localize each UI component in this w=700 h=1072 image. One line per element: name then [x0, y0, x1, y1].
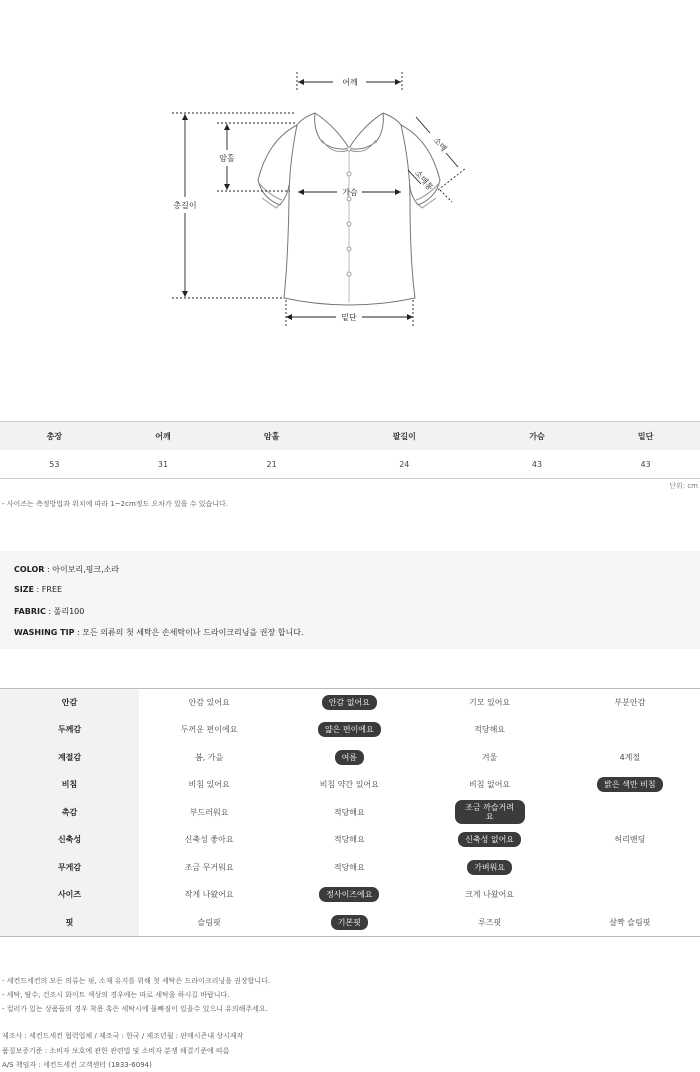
size-value-shoulder: 31	[109, 450, 218, 479]
property-label: 두께감	[0, 716, 139, 744]
property-option-cell	[139, 744, 279, 772]
info-washing-label: WASHING TIP	[14, 628, 75, 637]
property-option: 신축성 좋아요	[184, 835, 234, 845]
property-option-cell	[139, 771, 279, 799]
property-row	[0, 744, 700, 772]
footer-legal: A/S 책임자 : 세컨드세컨 고객센터 (1833-6094)	[2, 1061, 152, 1069]
property-option: 비침 약간 있어요	[319, 780, 379, 790]
property-option-cell	[419, 799, 559, 827]
info-fabric-value: : 폴리100	[45, 607, 85, 616]
footer-legal: 제조사 : 세컨드세컨 협력업체 / 제조국 : 한국 / 제조년월 : 판매시즌내 상시제작	[2, 1032, 244, 1040]
property-label: 신축성	[0, 826, 139, 854]
garment-diagram	[0, 0, 700, 410]
property-option-selected: 밝은 색만 비침	[597, 777, 662, 792]
property-option-cell	[419, 771, 559, 799]
property-label: 사이즈	[0, 881, 139, 909]
property-option: 부드러워요	[189, 807, 229, 817]
property-option-selected: 가벼워요	[467, 860, 512, 875]
size-table-row	[0, 450, 700, 479]
property-option-selected: 기본핏	[331, 915, 368, 930]
property-option: 적당해요	[474, 725, 506, 735]
property-row	[0, 799, 700, 827]
info-size-value: : FREE	[34, 585, 63, 594]
property-option-selected: 신축성 없어요	[458, 832, 521, 847]
property-option-cell	[279, 881, 419, 909]
size-table-header	[0, 422, 700, 451]
property-option: 살짝 슬림핏	[609, 917, 651, 927]
property-option-cell	[419, 909, 559, 937]
property-row	[0, 909, 700, 937]
property-option-cell	[139, 909, 279, 937]
size-unit: 단위: cm	[669, 482, 698, 490]
property-option-cell	[279, 744, 419, 772]
sleeve-label: 소매	[431, 135, 449, 154]
size-value-sleeve-length: 24	[326, 450, 483, 479]
info-color	[14, 564, 119, 575]
property-option-selected: 얇은 편이에요	[318, 722, 381, 737]
property-option-cell	[139, 854, 279, 882]
info-color-value: : 아이보리,핑크,소라	[44, 565, 120, 574]
property-option-cell	[419, 744, 559, 772]
size-header-hem: 밑단	[591, 422, 700, 451]
right-sleeve	[401, 125, 440, 205]
property-option-selected: 여름	[335, 750, 364, 765]
property-option: 4계절	[619, 752, 641, 762]
property-option: 비침 없어요	[468, 780, 511, 790]
property-option-cell	[139, 716, 279, 744]
size-header-sleeve-length: 팔길이	[326, 422, 483, 451]
info-fabric-label: FABRIC	[14, 607, 46, 616]
property-option: 봄, 가을	[194, 752, 224, 762]
footer-note: - 세컨드세컨의 모든 의류는 핏, 소재 유지를 위해 첫 세탁은 드라이크리닝을 권장합니다.	[2, 977, 271, 985]
property-option-selected: 정사이즈에요	[319, 887, 379, 902]
property-option-cell	[419, 716, 559, 744]
info-fabric	[14, 606, 84, 617]
info-washing-value: : 모든 의류의 첫 세탁은 손세탁이나 드라이크리닝을 권장 합니다.	[74, 628, 304, 637]
product-info	[0, 551, 700, 649]
size-value-hem: 43	[591, 450, 700, 479]
total-length-label: 총길이	[173, 201, 197, 210]
size-header-total-length: 총장	[0, 422, 109, 451]
info-size	[14, 585, 62, 594]
property-row	[0, 854, 700, 882]
property-option-cell	[279, 771, 419, 799]
property-option-cell	[560, 854, 700, 882]
property-option-cell	[560, 826, 700, 854]
property-option: 작게 나왔어요	[184, 890, 234, 900]
property-row	[0, 826, 700, 854]
property-option-cell	[560, 689, 700, 717]
property-option-cell	[560, 771, 700, 799]
property-option-cell	[279, 689, 419, 717]
shoulder-label: 어깨	[342, 78, 358, 87]
property-option: 부분안감	[614, 698, 646, 707]
chest-label: 가슴	[342, 188, 358, 197]
property-option: 조금 무거워요	[184, 862, 234, 872]
property-option: 크게 나왔어요	[465, 890, 515, 900]
property-option: 루즈핏	[477, 917, 502, 927]
property-option: 허리밴딩	[614, 835, 646, 845]
info-color-label: COLOR	[14, 565, 45, 574]
property-option-selected: 조금 까슬거려요	[455, 800, 525, 824]
info-washing	[14, 627, 304, 638]
property-label: 핏	[0, 909, 139, 937]
property-option: 적당해요	[333, 835, 365, 845]
armhole-label: 암홀	[219, 154, 235, 163]
sleeve-width-label: 소매통	[413, 168, 435, 193]
property-option: 안감 있어요	[188, 698, 230, 707]
property-option-cell	[560, 799, 700, 827]
size-note: - 사이즈는 측정방법과 위치에 따라 1~2cm정도 오차가 있을 수 있습니다.	[2, 500, 229, 508]
property-label: 안감	[0, 689, 139, 717]
property-option-cell	[560, 744, 700, 772]
property-option: 기모 있어요	[468, 698, 511, 707]
property-option-cell	[139, 689, 279, 717]
footer-note: - 세탁, 탈수, 건조시 화이트 색상의 경우에는 따로 세탁을 하시길 바랍니다.	[2, 991, 230, 999]
property-label: 촉감	[0, 799, 139, 827]
size-value-chest: 43	[483, 450, 592, 479]
property-option-cell	[279, 799, 419, 827]
property-row	[0, 771, 700, 799]
property-option-cell	[419, 881, 559, 909]
property-option-cell	[419, 826, 559, 854]
property-label: 비침	[0, 771, 139, 799]
property-option: 비침 있어요	[188, 780, 230, 790]
size-value-armhole: 21	[217, 450, 326, 479]
size-value-total-length: 53	[0, 450, 109, 479]
footer-legal: 품질보증기준 : 소비자 보호에 관한 관련법 및 소비자 분쟁 해결기준에 따름	[2, 1047, 230, 1055]
property-label: 무게감	[0, 854, 139, 882]
property-option: 두꺼운 편이에요	[180, 725, 238, 735]
size-table	[0, 421, 700, 479]
size-header-shoulder: 어깨	[109, 422, 218, 451]
hem-label: 밑단	[341, 313, 357, 322]
size-header-armhole: 암홀	[217, 422, 326, 451]
property-row	[0, 716, 700, 744]
property-option-cell	[419, 689, 559, 717]
property-row	[0, 881, 700, 909]
property-option-cell	[139, 799, 279, 827]
property-option-cell	[560, 881, 700, 909]
property-option-cell	[560, 909, 700, 937]
property-option-cell	[139, 826, 279, 854]
property-table-body	[0, 689, 700, 937]
property-table	[0, 688, 700, 937]
property-option-cell	[279, 826, 419, 854]
property-option-cell	[279, 854, 419, 882]
property-option-cell	[139, 881, 279, 909]
property-option-cell	[419, 854, 559, 882]
property-option-cell	[279, 716, 419, 744]
property-option-cell	[279, 909, 419, 937]
property-option: 슬림핏	[197, 917, 221, 927]
property-row	[0, 689, 700, 717]
property-option: 적당해요	[333, 862, 365, 872]
property-label: 계절감	[0, 744, 139, 772]
property-option-selected: 안감 없어요	[322, 695, 377, 710]
property-option-cell	[560, 716, 700, 744]
footer-note: - 컬러가 있는 상품들의 경우 착용 혹은 세탁시에 물빠짐이 있을수 있으니 유의해주세요.	[2, 1005, 268, 1013]
size-header-chest: 가슴	[483, 422, 592, 451]
property-option: 적당해요	[333, 807, 365, 817]
info-size-label: SIZE	[14, 585, 35, 594]
property-option: 겨울	[481, 752, 498, 762]
